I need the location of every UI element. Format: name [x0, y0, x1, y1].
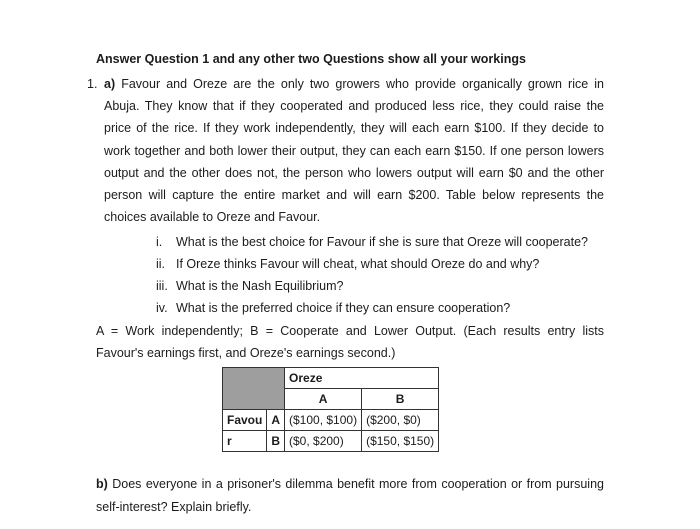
subquestion-numeral: ii. [156, 257, 166, 271]
question-line-6: the other person will capture the entire market and will earn $200. Table below [104, 165, 605, 203]
column-strategy-a: A [285, 389, 362, 410]
payoff-cell-bb: ($150, $150) [362, 431, 439, 452]
payoff-cell-ba: ($0, $200) [285, 431, 362, 452]
question-line-1: a) Favour and Oreze are the only two growers who provide organically grown rice in [104, 77, 604, 91]
table-row [223, 431, 439, 452]
question-line-5: lowers output and the other does not, the person who lowers output will earn $0 and [104, 143, 604, 180]
subquestion-iii [156, 279, 343, 293]
question-line-2: Abuja. They know that if they cooperated and produced less rice, they could raise the [104, 99, 604, 114]
table-row [223, 368, 439, 389]
subquestion-i [156, 235, 588, 249]
subquestion-numeral: i. [156, 235, 163, 249]
question-number: 1. [87, 77, 98, 91]
row-player-header-top: Favou [223, 410, 267, 431]
row-strategy-a: A [267, 410, 285, 431]
question-line-7: represents the choices available to Oreze and Favour. [104, 188, 604, 225]
payoff-cell-ab: ($200, $0) [362, 410, 439, 431]
subquestion-ii [156, 257, 539, 271]
row-strategy-b: B [267, 431, 285, 452]
table-row [223, 410, 439, 431]
subquestion-iv [156, 301, 510, 315]
subquestion-text: What is the preferred choice if they can ensure cooperation? [176, 301, 511, 315]
payoff-cell-aa: ($100, $100) [285, 410, 362, 431]
question-line-3: price of the rice. If they work independently, they will each earn $100. If they decide to [104, 121, 604, 136]
part-b-line-2: pursuing self-interest? Explain briefly. [96, 477, 604, 514]
subquestion-numeral: iii. [156, 279, 168, 293]
subquestion-numeral: iv. [156, 301, 168, 315]
subquestion-text: If Oreze thinks Favour will cheat, what should Oreze do and why? [176, 257, 540, 271]
legend-line-1: A = Work independently; B = Cooperate and Lower Output. (Each results entry lists [96, 324, 604, 338]
question-line-4: work together and both lower their output, they can each earn $150. If one person [104, 143, 564, 158]
assignment-heading: Answer Question 1 and any other two Questions show all your workings [96, 52, 526, 66]
part-b-label: b) [96, 477, 108, 491]
strategy-legend [96, 320, 604, 364]
column-player-header: Oreze [285, 368, 439, 389]
payoff-matrix [222, 367, 439, 452]
subquestion-text: What is the Nash Equilibrium? [176, 279, 344, 293]
legend-line-2: Favour's earnings first, and Oreze's earnings second.) [96, 346, 396, 361]
row-player-header-bottom: r [223, 431, 267, 452]
part-b-line-1: b) Does everyone in a prisoner's dilemma benefit more from cooperation or from [96, 477, 552, 491]
question-1-part-b [96, 473, 604, 518]
subquestion-text: What is the best choice for Favour if she is sure that Oreze will cooperate? [176, 235, 588, 249]
shaded-corner-cell [223, 368, 285, 410]
question-1-part-a [87, 73, 605, 228]
part-a-label: a) [104, 77, 116, 91]
column-strategy-b: B [362, 389, 439, 410]
